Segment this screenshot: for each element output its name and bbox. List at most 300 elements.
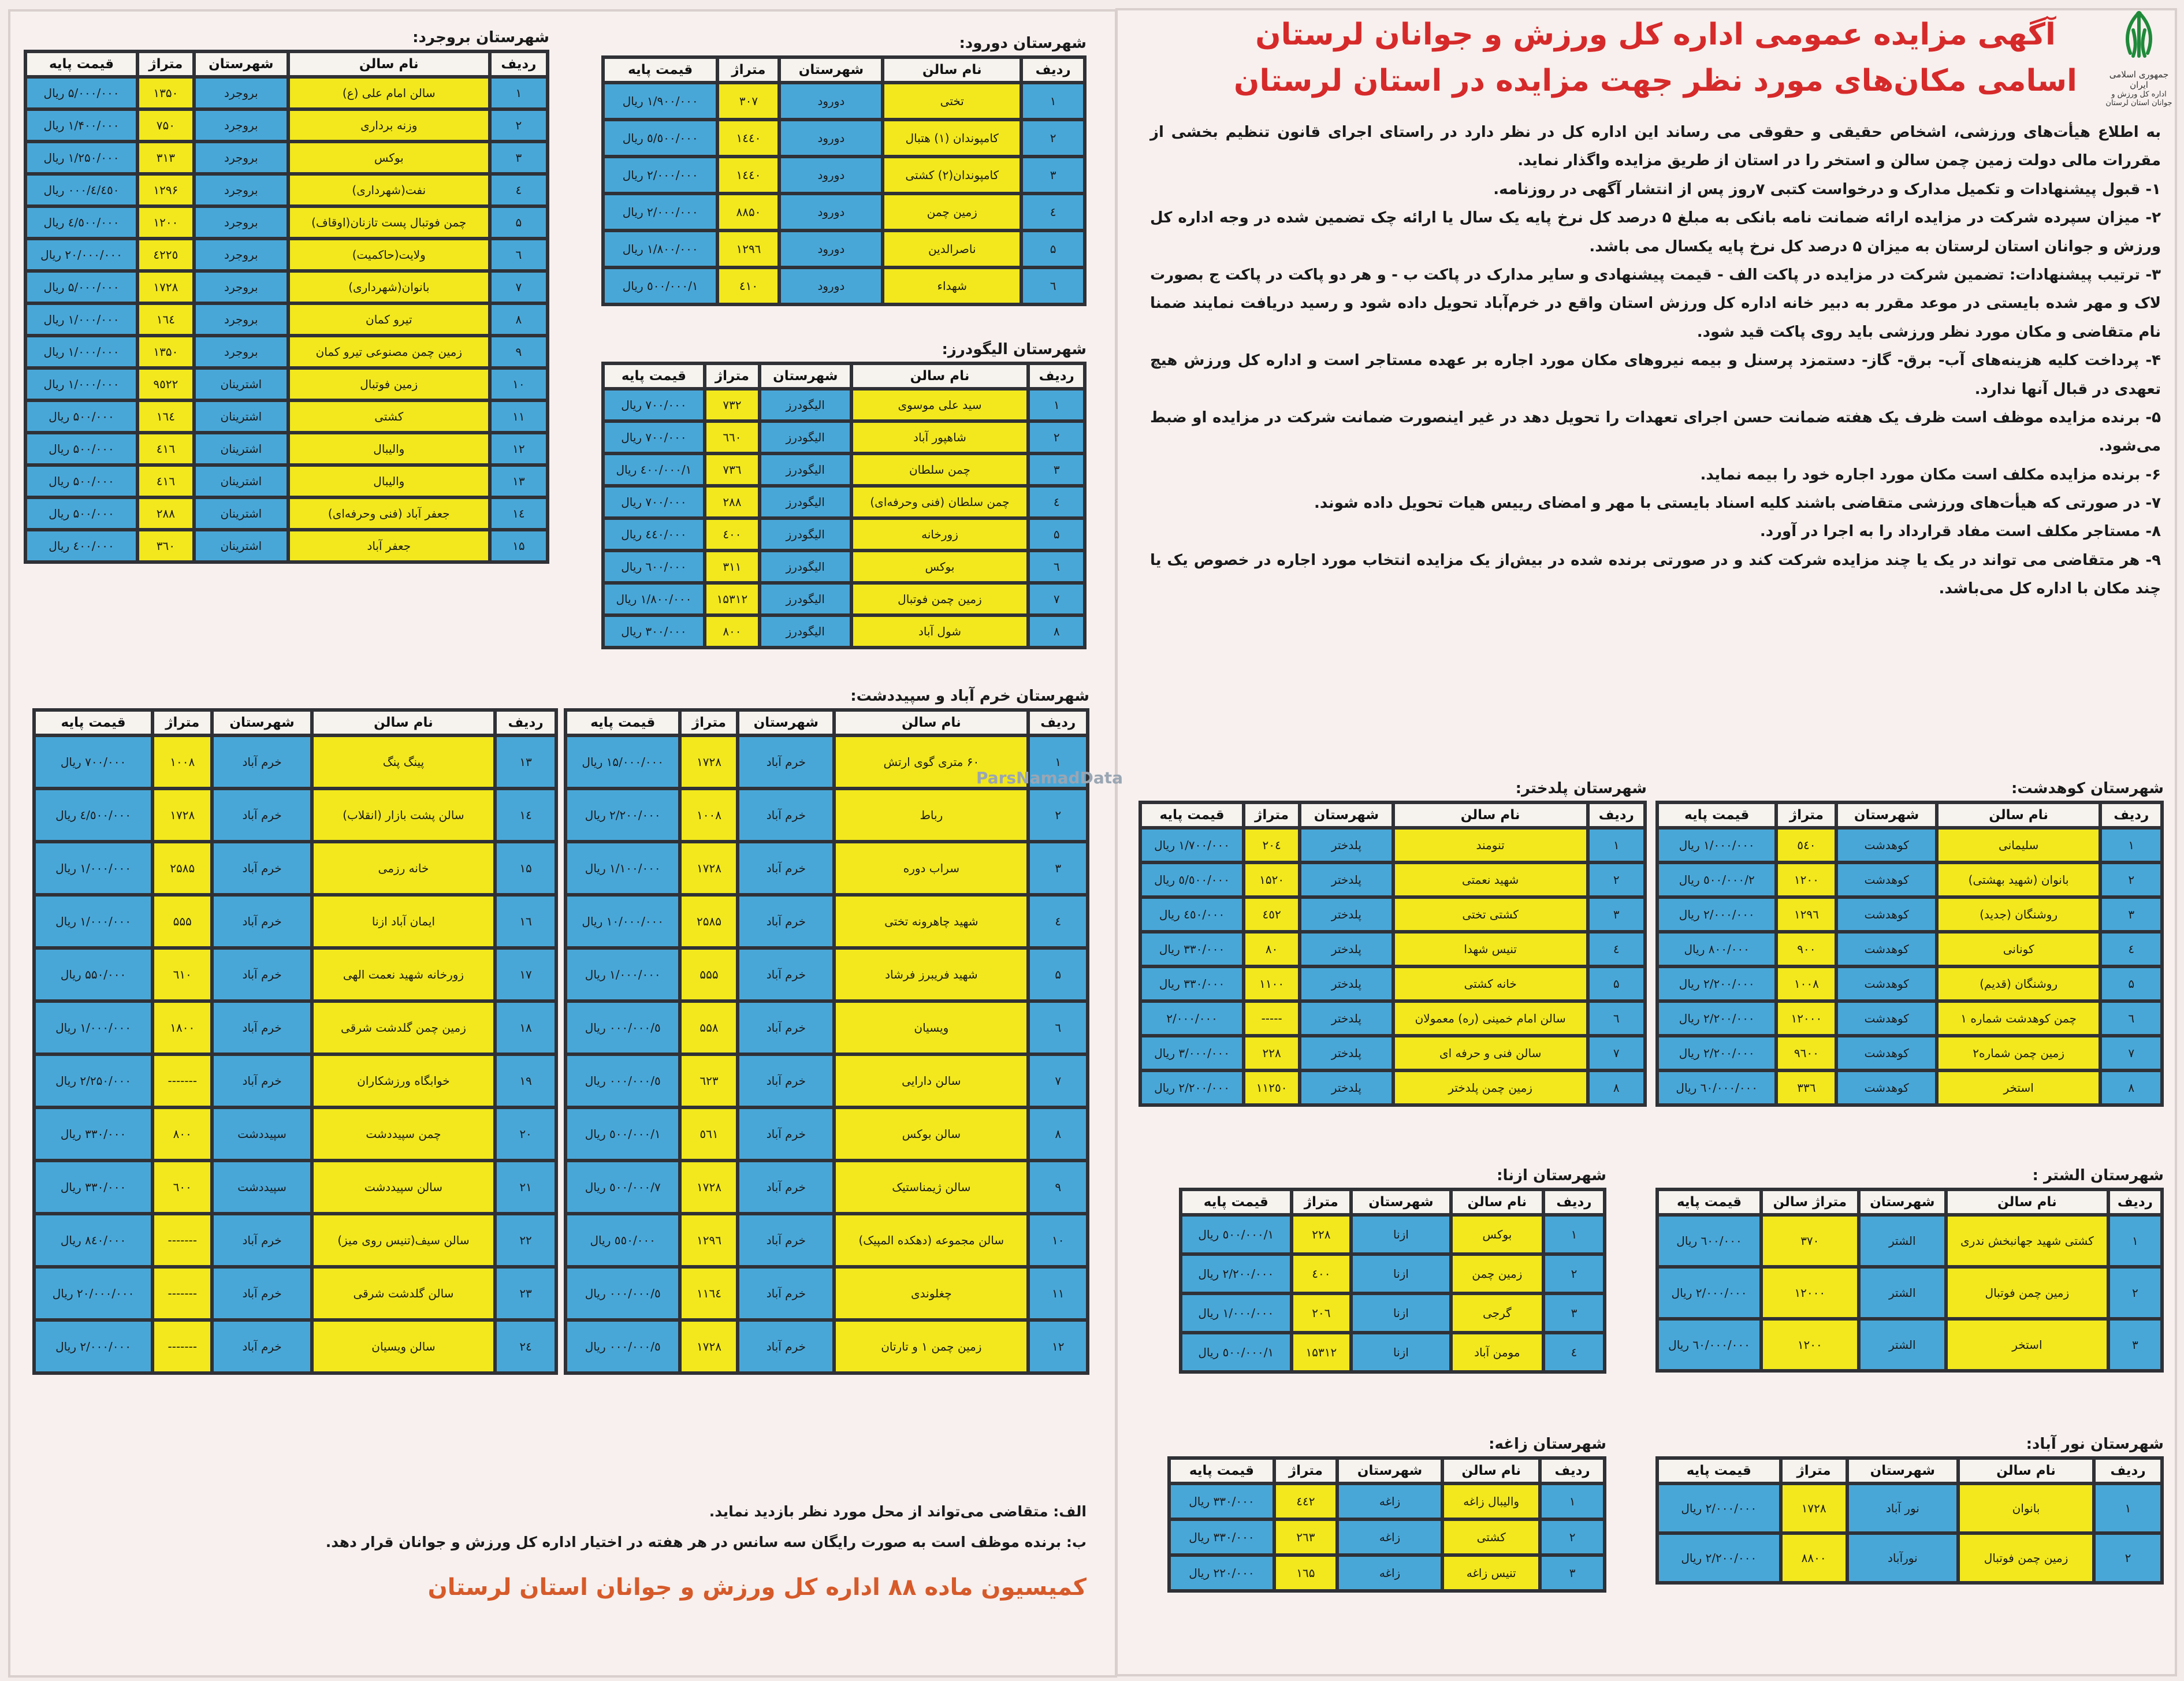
table-row bbox=[567, 1215, 1086, 1265]
cell-row: ۱۵ bbox=[497, 843, 555, 893]
column-header-row: ردیف bbox=[1030, 365, 1083, 387]
cell-price: ٦۰۰/۰۰۰ ریال bbox=[605, 552, 703, 581]
cell-price: ۳۳۰/۰۰۰ ریال bbox=[1171, 1485, 1273, 1518]
cell-city: اشترینان bbox=[196, 467, 287, 496]
column-header-row: ردیف bbox=[1545, 1191, 1603, 1213]
cell-city: پلدختر bbox=[1301, 864, 1391, 895]
cell-price: ۳۳۰/۰۰۰ ریال bbox=[1171, 1521, 1273, 1553]
table-row bbox=[36, 737, 555, 787]
cell-price: ۵۰۰/۰۰۰ ریال bbox=[27, 467, 136, 496]
table-row bbox=[1659, 1037, 2160, 1069]
cell-city: کوهدشت bbox=[1838, 899, 1934, 930]
cell-name: زورخانه شهید نعمت الهی bbox=[314, 950, 493, 999]
cell-row: ۵ bbox=[1590, 968, 1643, 999]
column-header-city: شهرستان bbox=[1353, 1191, 1449, 1213]
cell-row: ۳ bbox=[2102, 899, 2160, 930]
cell-price: ٦۰/۰۰۰/۰۰۰ ریال bbox=[1659, 1072, 1774, 1103]
cell-area: ٦٦۰ bbox=[706, 423, 758, 452]
cell-city: ازنا bbox=[1353, 1217, 1449, 1252]
table-row bbox=[605, 552, 1083, 581]
table-row bbox=[567, 1322, 1086, 1371]
column-header-price: قیمت پایه bbox=[1659, 1460, 1779, 1482]
cell-area_salon: ۱۲۰۰۰ bbox=[1763, 1269, 1857, 1317]
cell-price: ۱/٥۰۰/۰۰۰ ریال bbox=[1182, 1217, 1290, 1252]
table-row bbox=[1659, 1217, 2160, 1265]
cell-name: تختی bbox=[884, 84, 1020, 118]
cell-price: ۳/۰۰۰/۰۰۰ ریال bbox=[1142, 1037, 1242, 1069]
column-header-area: متراژ bbox=[1783, 1460, 1846, 1482]
table-row bbox=[1142, 899, 1643, 930]
term-2: ۲- میزان سپرده شرکت در مزایده ارائه ضمانت نامه بانکی به مبلغ ۵ درصد کل نرخ پایه یک سال یا ارائه چک تضمین شده در وجه اداره کل ورزش و جوانان استان لرستان به میزان ۵ درصد کل نرخ پایه یکسال می باشد. bbox=[1150, 209, 2161, 255]
cell-name: سالن مجموعه (دهکده المپیک) bbox=[836, 1215, 1026, 1265]
zagheh-section bbox=[1167, 1435, 1606, 1593]
table-row bbox=[605, 269, 1083, 303]
cell-area: ۱۰۰۸ bbox=[1778, 968, 1835, 999]
cell-city: خرم آباد bbox=[214, 790, 310, 840]
cell-city: الیگودرز bbox=[761, 455, 850, 484]
poldokhtar-table bbox=[1138, 801, 1647, 1107]
table-row bbox=[36, 897, 555, 946]
table-row bbox=[567, 1003, 1086, 1053]
cell-row: ۷ bbox=[2102, 1037, 2160, 1069]
cell-row: ۲۲ bbox=[497, 1215, 555, 1265]
khorramabad-tables bbox=[32, 708, 1089, 1375]
cell-city: بروجرد bbox=[196, 305, 287, 334]
cell-price: ۱/٥۰۰/۰۰۰ ریال bbox=[605, 269, 716, 303]
cell-area: ۱۲۰۰ bbox=[1778, 864, 1835, 895]
cell-city: خرم آباد bbox=[739, 1215, 832, 1265]
cell-name: ولایت(حاکمیت) bbox=[290, 240, 488, 269]
cell-area: ------- bbox=[154, 1269, 210, 1318]
cell-price: ۵/۰۰۰/۰۰۰ ریال bbox=[27, 273, 136, 302]
table-row bbox=[1659, 1269, 2160, 1317]
cell-city: کوهدشت bbox=[1838, 1072, 1934, 1103]
cell-area: ۱۰۰۸ bbox=[682, 790, 736, 840]
cell-name: رباط bbox=[836, 790, 1026, 840]
cell-city: الیگودرز bbox=[761, 488, 850, 516]
table-row bbox=[1182, 1334, 1603, 1370]
cell-area: ۲۲۸ bbox=[1245, 1037, 1298, 1069]
table-row bbox=[567, 950, 1086, 999]
cell-area: ٤١۰ bbox=[719, 269, 777, 303]
column-header-name: نام سالن bbox=[836, 712, 1026, 734]
table-row bbox=[1142, 1037, 1643, 1069]
cell-area: ۱۱۲٥۰ bbox=[1245, 1072, 1298, 1103]
table-row bbox=[36, 1215, 555, 1265]
cell-name: گرجی bbox=[1453, 1295, 1542, 1331]
cell-city: خرم آباد bbox=[214, 1269, 310, 1318]
cell-row: ۲ bbox=[2110, 1269, 2160, 1317]
cell-city: پلدختر bbox=[1301, 899, 1391, 930]
column-header-price: قیمت پایه bbox=[36, 712, 151, 734]
cell-row: ٤ bbox=[1030, 897, 1086, 946]
cell-name: شهداء bbox=[884, 269, 1020, 303]
table-row bbox=[27, 111, 546, 140]
cell-price: ۲/۰۰۰/۰۰۰ ریال bbox=[1659, 1485, 1779, 1531]
cell-city: پلدختر bbox=[1301, 968, 1391, 999]
table-row bbox=[27, 531, 546, 560]
cell-city: پلدختر bbox=[1301, 1003, 1391, 1034]
note-b: ب: برنده موظف است به صورت رایگان سه سانس در هر هفته در اختیار اداره کل ورزش و جوانان قرار دهد. bbox=[325, 1534, 1087, 1550]
cell-area: ۱۳۵۰ bbox=[139, 79, 192, 107]
cell-row: ۱ bbox=[1030, 737, 1086, 787]
cell-name: زمین چمن پلدختر bbox=[1395, 1072, 1586, 1103]
cell-city: بروجرد bbox=[196, 208, 287, 237]
cell-row: ۱ bbox=[1023, 84, 1083, 118]
cell-name: کامپوندان (۱) هتبال bbox=[884, 121, 1020, 155]
table-row bbox=[36, 1109, 555, 1159]
cell-area: ۸۰۰ bbox=[706, 617, 758, 646]
cell-name: زمین چمن bbox=[884, 195, 1020, 229]
cell-area: ۱٦٤ bbox=[139, 402, 192, 431]
cell-name: سراب دوره bbox=[836, 843, 1026, 893]
cell-row: ٦ bbox=[492, 240, 546, 269]
cell-city: کوهدشت bbox=[1838, 864, 1934, 895]
cell-city: خرم آباد bbox=[739, 1322, 832, 1371]
column-header-row: ردیف bbox=[2110, 1191, 2160, 1213]
cell-price: ۱/۰۰۰/۰۰۰ ریال bbox=[567, 950, 678, 999]
column-header-row: ردیف bbox=[492, 53, 546, 75]
cell-price: ۲/۰۰۰/۰۰۰ bbox=[1142, 1003, 1242, 1034]
cell-name: شهید فریبرز فرشاد bbox=[836, 950, 1026, 999]
cell-area: ۱۷۲۸ bbox=[139, 273, 192, 302]
cell-price: ۷/٥۰۰/۰۰۰ ریال bbox=[567, 1162, 678, 1212]
cell-price: ٦۰/۰۰۰/۰۰۰ ریال bbox=[1659, 1321, 1759, 1369]
cell-name: سالن ژیمناستیک bbox=[836, 1162, 1026, 1212]
cell-row: ۵ bbox=[1030, 520, 1083, 549]
column-header-row: ردیف bbox=[2096, 1460, 2160, 1482]
cell-row: ۲٤ bbox=[497, 1322, 555, 1371]
cell-city: خرم آباد bbox=[214, 1003, 310, 1053]
cell-row: ۵ bbox=[1030, 950, 1086, 999]
table-row bbox=[1659, 899, 2160, 930]
cell-name: کامپوندان(۲) کشتی bbox=[884, 158, 1020, 192]
cell-price: ٤/٥۰۰/۰۰۰ ریال bbox=[27, 208, 136, 237]
cell-area: ٤۰۰ bbox=[706, 520, 758, 549]
cell-row: ٤ bbox=[1023, 195, 1083, 229]
table-row bbox=[36, 1269, 555, 1318]
table-row bbox=[1171, 1557, 1603, 1589]
cell-name: والیبال زاغه bbox=[1444, 1485, 1538, 1518]
cell-row: ۷ bbox=[1030, 585, 1083, 613]
cell-city: الیگودرز bbox=[761, 423, 850, 452]
cell-name: سالن سپیددشت bbox=[314, 1162, 493, 1212]
column-header-price: قیمت پایه bbox=[605, 365, 703, 387]
cell-area: ۷۳٦ bbox=[706, 455, 758, 484]
cell-row: ٦ bbox=[2102, 1003, 2160, 1034]
table-row bbox=[1659, 968, 2160, 999]
cell-area: ۱۲۹٦ bbox=[682, 1215, 736, 1265]
table-row bbox=[567, 897, 1086, 946]
cell-area: ۲۲۸ bbox=[1293, 1217, 1349, 1252]
column-header-area: متراژ bbox=[1276, 1460, 1335, 1482]
table-row bbox=[605, 121, 1083, 155]
cell-price: ۲/۰۰۰/۰۰۰ ریال bbox=[605, 158, 716, 192]
cell-area: ۲۵۸۵ bbox=[154, 843, 210, 893]
cell-area: ۱۲۹٦ bbox=[1778, 899, 1835, 930]
cell-city: بروجرد bbox=[196, 176, 287, 204]
cell-price: ۲/۲۰۰/۰۰۰ ریال bbox=[1659, 1003, 1774, 1034]
cell-price: ۱/۰۰۰/۰۰۰ ریال bbox=[36, 843, 151, 893]
signature-text: کمیسیون ماده ۸۸ اداره کل ورزش و جوانان استان لرستان bbox=[427, 1574, 1087, 1601]
cell-area: ۲۰٤ bbox=[1245, 830, 1298, 861]
cell-row: ۸ bbox=[2102, 1072, 2160, 1103]
cell-area: ۱٦٤ bbox=[139, 305, 192, 334]
table-row bbox=[27, 143, 546, 172]
cell-name: تیرو کمان bbox=[290, 305, 488, 334]
cell-city: خرم آباد bbox=[739, 790, 832, 840]
cell-name: زمین چمن فوتبال bbox=[1960, 1535, 2092, 1581]
cell-price: ۲۰/۰۰۰/۰۰۰ ریال bbox=[27, 240, 136, 269]
table-row bbox=[567, 1269, 1086, 1318]
cell-row: ۳ bbox=[1030, 455, 1083, 484]
page-subtitle: اسامی مکان‌های مورد نظر جهت مزایده در استان لرستان bbox=[1234, 64, 2077, 98]
cell-price: ۷۰۰/۰۰۰ ریال bbox=[605, 488, 703, 516]
table-row bbox=[605, 158, 1083, 192]
column-header-price: قیمت پایه bbox=[1142, 804, 1242, 826]
cell-row: ٦ bbox=[1030, 552, 1083, 581]
cell-row: ۹ bbox=[1030, 1162, 1086, 1212]
cell-price: ۱۰/۰۰۰/۰۰۰ ریال bbox=[567, 897, 678, 946]
cell-name: مومن آباد bbox=[1453, 1334, 1542, 1370]
cell-city: خرم آباد bbox=[739, 1162, 832, 1212]
cell-name: والیبال bbox=[290, 434, 488, 463]
column-header-price: قیمت پایه bbox=[1659, 804, 1774, 826]
cell-row: ٦ bbox=[1590, 1003, 1643, 1034]
cell-price: ۷۰۰/۰۰۰ ریال bbox=[36, 737, 151, 787]
cell-city: خرم آباد bbox=[214, 843, 310, 893]
cell-price: ۱/۰۰۰/۰۰۰ ریال bbox=[27, 305, 136, 334]
column-header-name: نام سالن bbox=[1444, 1460, 1538, 1482]
dorud-table bbox=[601, 55, 1087, 306]
cell-area: ٤۰۰ bbox=[1293, 1256, 1349, 1292]
cell-area: ۸۸۵۰ bbox=[719, 195, 777, 229]
cell-name: کشتی شهید جهانبخش ندری bbox=[1948, 1217, 2107, 1265]
dorud-caption: شهرستان دورود: bbox=[959, 35, 1087, 52]
table-row bbox=[27, 370, 546, 399]
cell-area: ۵۵۸ bbox=[682, 1003, 736, 1053]
cell-city: کوهدشت bbox=[1838, 1003, 1934, 1034]
kuhdasht-caption: شهرستان کوهدشت: bbox=[2011, 780, 2164, 797]
borujerd-table bbox=[24, 50, 549, 564]
cell-name: کشتی bbox=[290, 402, 488, 431]
cell-area: ۱۱٦٤ bbox=[682, 1269, 736, 1318]
column-header-price: قیمت پایه bbox=[27, 53, 136, 75]
cell-name: بانوان (شهید بهشتی) bbox=[1939, 864, 2099, 895]
cell-name: خوابگاه ورزشکاران bbox=[314, 1056, 493, 1106]
cell-name: زمین چمن bbox=[1453, 1256, 1542, 1292]
table-row bbox=[567, 1109, 1086, 1159]
cell-row: ٤ bbox=[1545, 1334, 1603, 1370]
table-row bbox=[605, 585, 1083, 613]
cell-city: پلدختر bbox=[1301, 1037, 1391, 1069]
aligudarz-caption: شهرستان الیگودرز: bbox=[942, 341, 1087, 358]
cell-row: ۱ bbox=[1545, 1217, 1603, 1252]
cell-name: شاهپور آباد bbox=[853, 423, 1027, 452]
dorud-section bbox=[601, 35, 1087, 306]
table-row bbox=[1659, 934, 2160, 965]
column-header-price: قیمت پایه bbox=[605, 59, 716, 81]
table-row bbox=[27, 402, 546, 431]
intro-text: به اطلاع هیأت‌های ورزشی، اشخاص حقیقی و حقوقی می رساند این اداره کل در نظر دارد در راستای اجرای قانون تنظیم بخشی از مقررات مالی دولت زمین چمن سالن و استخر را در استان از طریق مزایده واگذار نماید. bbox=[1150, 124, 2161, 170]
column-header-area: متراژ bbox=[706, 365, 758, 387]
cell-row: ۲۰ bbox=[497, 1109, 555, 1159]
cell-price: ۷۰۰/۰۰۰ ریال bbox=[605, 391, 703, 419]
cell-row: ۵ bbox=[492, 208, 546, 237]
table-row bbox=[1171, 1485, 1603, 1518]
table-row bbox=[36, 950, 555, 999]
cell-city: الشتر bbox=[1861, 1321, 1944, 1369]
cell-price: ۱/۸۰۰/۰۰۰ ریال bbox=[605, 232, 716, 266]
cell-price: ۱/۷۰۰/۰۰۰ ریال bbox=[1142, 830, 1242, 861]
cell-area: ٤٥۲ bbox=[1245, 899, 1298, 930]
table-row bbox=[1659, 1072, 2160, 1103]
column-header-area: متراژ bbox=[682, 712, 736, 734]
cell-row: ۲ bbox=[2102, 864, 2160, 895]
cell-name: چمن سلطان bbox=[853, 455, 1027, 484]
cell-row: ٤ bbox=[1030, 488, 1083, 516]
cell-price: ۲/۲۰۰/۰۰۰ ریال bbox=[1659, 968, 1774, 999]
cell-row: ۱ bbox=[2102, 830, 2160, 861]
cell-area: ٥٤۰ bbox=[1778, 830, 1835, 861]
emblem-line-2: اداره کل ورزش و جوانان استان لرستان bbox=[2105, 90, 2172, 107]
cell-area: ۱٦۵ bbox=[1276, 1557, 1335, 1589]
table-row bbox=[27, 434, 546, 463]
cell-price: ۱/۰۰۰/۰۰۰ ریال bbox=[36, 897, 151, 946]
table-row bbox=[1142, 1072, 1643, 1103]
cell-city: دورود bbox=[781, 84, 881, 118]
cell-area: ۳۰۷ bbox=[719, 84, 777, 118]
cell-row: ۲ bbox=[1030, 423, 1083, 452]
cell-city: خرم آباد bbox=[214, 1215, 310, 1265]
table-row bbox=[1142, 830, 1643, 861]
cell-row: ۱ bbox=[1542, 1485, 1603, 1518]
table-row bbox=[1182, 1217, 1603, 1252]
cell-row: ۸ bbox=[1030, 617, 1083, 646]
cell-area: ۱٤٤۰ bbox=[719, 158, 777, 192]
cell-city: ازنا bbox=[1353, 1256, 1449, 1292]
cell-price: ۲/۰۰۰/۰۰۰ ریال bbox=[1659, 1269, 1759, 1317]
column-header-price: قیمت پایه bbox=[1171, 1460, 1273, 1482]
poldokhtar-caption: شهرستان پلدختر: bbox=[1515, 780, 1647, 797]
cell-area: ۳۱۳ bbox=[139, 143, 192, 172]
cell-row: ۳ bbox=[1542, 1557, 1603, 1589]
cell-area: ۱۷۲۸ bbox=[682, 1322, 736, 1371]
cell-price: ۳۳۰/۰۰۰ ریال bbox=[1142, 934, 1242, 965]
cell-city: خرم آباد bbox=[214, 897, 310, 946]
column-header-city: شهرستان bbox=[781, 59, 881, 81]
cell-name: چمن کوهدشت شماره ۱ bbox=[1939, 1003, 2099, 1034]
cell-city: کوهدشت bbox=[1838, 934, 1934, 965]
cell-city: بروجرد bbox=[196, 273, 287, 302]
cell-city: خرم آباد bbox=[739, 1003, 832, 1053]
table-row bbox=[567, 1162, 1086, 1212]
cell-row: ۳ bbox=[492, 143, 546, 172]
cell-city: دورود bbox=[781, 195, 881, 229]
note-a: الف: متقاضی می‌تواند از محل مورد نظر بازدید نماید. bbox=[709, 1503, 1087, 1520]
cell-row: ۲ bbox=[1030, 790, 1086, 840]
column-header-city: شهرستان bbox=[1838, 804, 1934, 826]
cell-row: ۷ bbox=[1030, 1056, 1086, 1106]
cell-area: ٦۱۰ bbox=[154, 950, 210, 999]
cell-city: پلدختر bbox=[1301, 934, 1391, 965]
table-row bbox=[27, 240, 546, 269]
emblem bbox=[2104, 7, 2174, 107]
cell-row: ۱٤ bbox=[497, 790, 555, 840]
cell-area: ۱۵۲۰ bbox=[1245, 864, 1298, 895]
cell-name: نفت(شهرداری) bbox=[290, 176, 488, 204]
column-header-name: نام سالن bbox=[1395, 804, 1586, 826]
cell-area: ۸۰۰ bbox=[154, 1109, 210, 1159]
table-row bbox=[605, 617, 1083, 646]
cell-row: ۱۳ bbox=[497, 737, 555, 787]
table-row bbox=[27, 208, 546, 237]
cell-name: کشتی تختی bbox=[1395, 899, 1586, 930]
table-row bbox=[605, 195, 1083, 229]
cell-row: ۵ bbox=[2102, 968, 2160, 999]
term-5: ۵- برنده مزایده موظف است ظرف یک هفته ضمانت حسن اجرای تعهدات را تحویل دهد در غیر اینصورت ضمانت شرکت در مزایده او ضبط می‌شود. bbox=[1150, 408, 2161, 455]
cell-area: ۱۷۲۸ bbox=[682, 1162, 736, 1212]
cell-name: چمن سلطان (فنی وحرفه‌ای) bbox=[853, 488, 1027, 516]
cell-row: ۱ bbox=[1030, 391, 1083, 419]
cell-area: ۳٦۰ bbox=[139, 531, 192, 560]
cell-price: ۱/٤۰۰/۰۰۰ ریال bbox=[605, 455, 703, 484]
cell-area: ۱۲۰۰۰ bbox=[1778, 1003, 1835, 1034]
cell-city: الیگودرز bbox=[761, 391, 850, 419]
cell-row: ۸ bbox=[1590, 1072, 1643, 1103]
cell-area: ٦۲۳ bbox=[682, 1056, 736, 1106]
cell-name: بانوان bbox=[1960, 1485, 2092, 1531]
table-row bbox=[36, 843, 555, 893]
cell-city: الیگودرز bbox=[761, 617, 850, 646]
table-row bbox=[36, 1322, 555, 1371]
cell-row: ۱۲ bbox=[1030, 1322, 1086, 1371]
table-row bbox=[567, 1056, 1086, 1106]
cell-row: ۹ bbox=[492, 337, 546, 366]
cell-price: ۷۰۰/۰۰۰ ریال bbox=[605, 423, 703, 452]
cell-city: اشترینان bbox=[196, 531, 287, 560]
cell-price: ۱/۰۰۰/۰۰۰ ریال bbox=[1182, 1295, 1290, 1331]
column-header-price: قیمت پایه bbox=[567, 712, 678, 734]
table-row bbox=[567, 843, 1086, 893]
cell-price: ۲/۲۵۰/۰۰۰ ریال bbox=[36, 1056, 151, 1106]
cell-row: ۲ bbox=[1023, 121, 1083, 155]
cell-price: ۳۳۰/۰۰۰ ریال bbox=[36, 1109, 151, 1159]
cell-price: ۵۰۰/۰۰۰ ریال bbox=[27, 434, 136, 463]
cell-row: ۲۱ bbox=[497, 1162, 555, 1212]
cell-row: ۲ bbox=[1590, 864, 1643, 895]
term-9: ۹- هر متقاضی می تواند در یک یا چند مزایده شرکت کند و در صورتی برنده شده در بیش‌از یک مزایده انتخاب مورد اجاره در خصوص یک یا چند مکان با اداره کل می‌باشد. bbox=[1150, 551, 2161, 598]
cell-row: ۲ bbox=[1542, 1521, 1603, 1553]
cell-area: ۵۵۵ bbox=[682, 950, 736, 999]
cell-row: ۱ bbox=[2110, 1217, 2160, 1265]
azna-caption: شهرستان ازنا: bbox=[1497, 1167, 1606, 1184]
cell-city: الیگودرز bbox=[761, 585, 850, 613]
cell-area: ۱۷۲۸ bbox=[682, 737, 736, 787]
cell-price: ۱/٥۰۰/۰۰۰ ریال bbox=[1182, 1334, 1290, 1370]
aleshtar-caption: شهرستان الشتر : bbox=[2032, 1167, 2164, 1184]
term-8: ۸- مستاجر مکلف است مفاد قرارداد را به اجرا در آورد. bbox=[1759, 523, 2161, 541]
cell-area: ----- bbox=[1245, 1003, 1298, 1034]
cell-price: ٥٥۰/۰۰۰ ریال bbox=[567, 1215, 678, 1265]
cell-name: چمن سپیددشت bbox=[314, 1109, 493, 1159]
cell-row: ۲ bbox=[2096, 1535, 2160, 1581]
cell-area: ۹٦۰۰ bbox=[1778, 1037, 1835, 1069]
terms-block bbox=[1150, 118, 2161, 604]
table-row bbox=[567, 790, 1086, 840]
cell-name: سالن سیف(تنیس روی میز) bbox=[314, 1215, 493, 1265]
cell-city: بروجرد bbox=[196, 240, 287, 269]
